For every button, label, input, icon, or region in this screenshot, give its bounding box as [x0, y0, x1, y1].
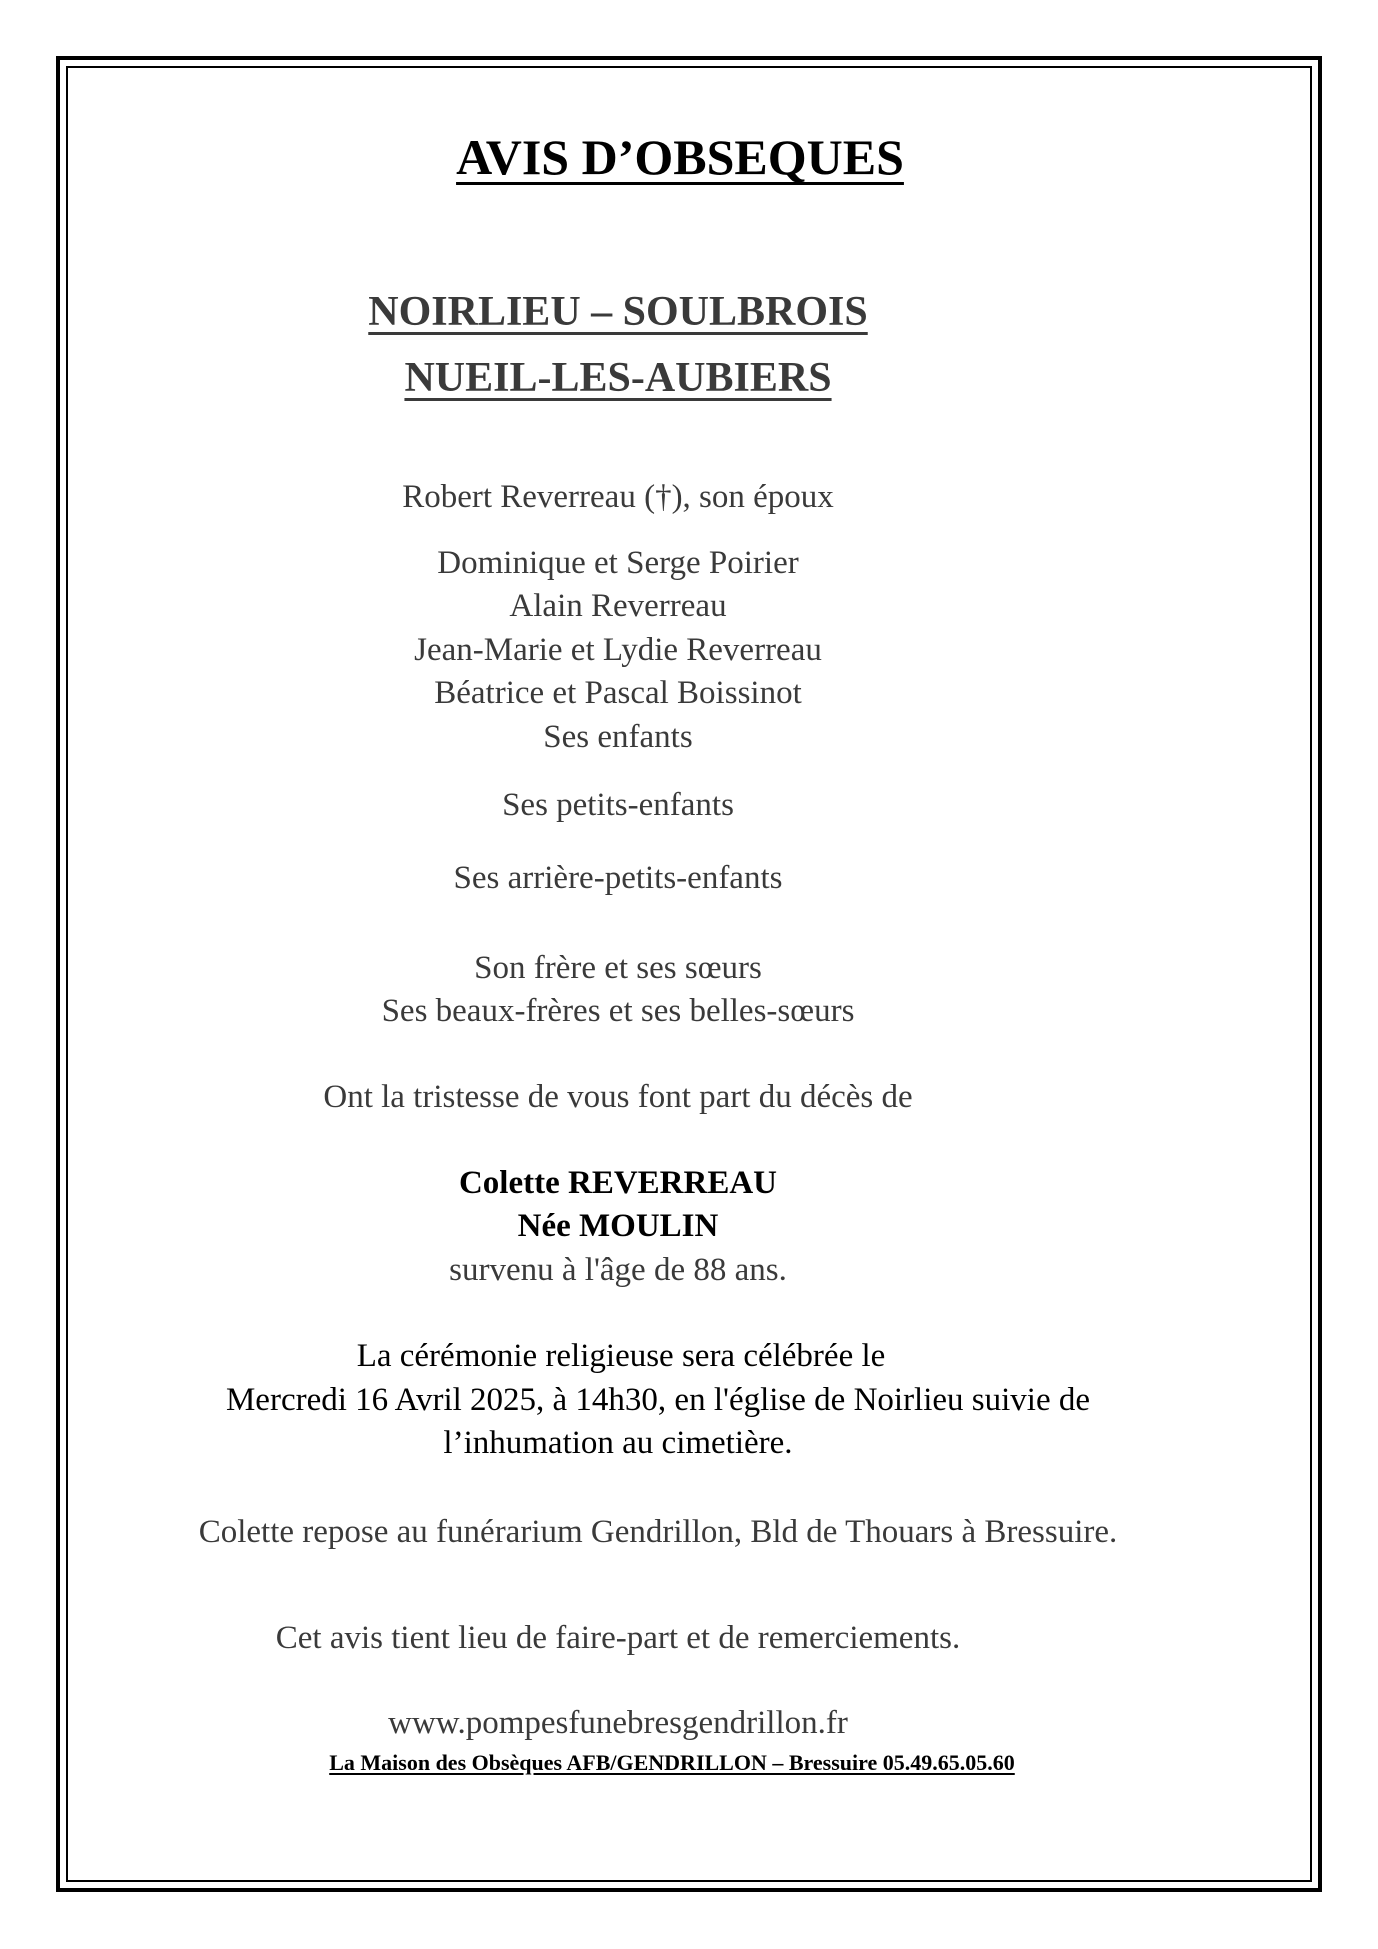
child-line-4: Béatrice et Pascal Boissinot: [434, 675, 802, 711]
heading-block: [0, 128, 1360, 186]
child-line-1: Dominique et Serge Poirier: [437, 545, 799, 581]
notice-line: Cet avis tient lieu de faire-part et de remerciements.: [275, 1620, 961, 1656]
grandchildren-line: Ses petits-enfants: [502, 787, 734, 823]
footer-contact: La Maison des Obsèques AFB/GENDRILLON – Bressuire 05.49.65.05.60: [329, 1750, 1015, 1775]
siblings-line-1: Son frère et ses sœurs: [474, 950, 762, 986]
great-grandchildren-line: Ses arrière-petits-enfants: [453, 860, 783, 896]
place-block-1: [0, 288, 1236, 336]
page-title: AVIS D’OBSEQUES: [456, 129, 904, 185]
child-line-2: Alain Reverreau: [509, 588, 727, 624]
ceremony-line-1: La cérémonie religieuse sera célébrée le: [356, 1338, 886, 1374]
place-block-2: [0, 354, 1236, 402]
ceremony-line-2: Mercredi 16 Avril 2025, à 14h30, en l'église de Noirlieu suivie de: [225, 1382, 1091, 1418]
footer-block: [0, 1750, 1344, 1776]
deceased-maiden-name: Née MOULIN: [517, 1208, 719, 1244]
rest-place-line: Colette repose au funérarium Gendrillon, Bld de Thouars à Bressuire.: [198, 1514, 1118, 1550]
siblings-line-2: Ses beaux-frères et ses belles-sœurs: [381, 993, 855, 1029]
ceremony-line-3: l’inhumation au cimetière.: [443, 1425, 793, 1461]
deceased-name: Colette REVERREAU: [458, 1165, 778, 1201]
children-label: Ses enfants: [543, 719, 693, 755]
place-1: NOIRLIEU – SOULBROIS: [368, 289, 868, 335]
spouse-line: Robert Reverreau (†), son époux: [402, 479, 834, 515]
deceased-age: survenu à l'âge de 88 ans.: [449, 1252, 787, 1288]
website-line: www.pompesfunebresgendrillon.fr: [388, 1705, 848, 1741]
child-line-3: Jean-Marie et Lydie Reverreau: [414, 632, 822, 668]
place-2: NUEIL-LES-AUBIERS: [404, 355, 832, 401]
announcement-line: Ont la tristesse de vous font part du décès de: [323, 1079, 913, 1115]
